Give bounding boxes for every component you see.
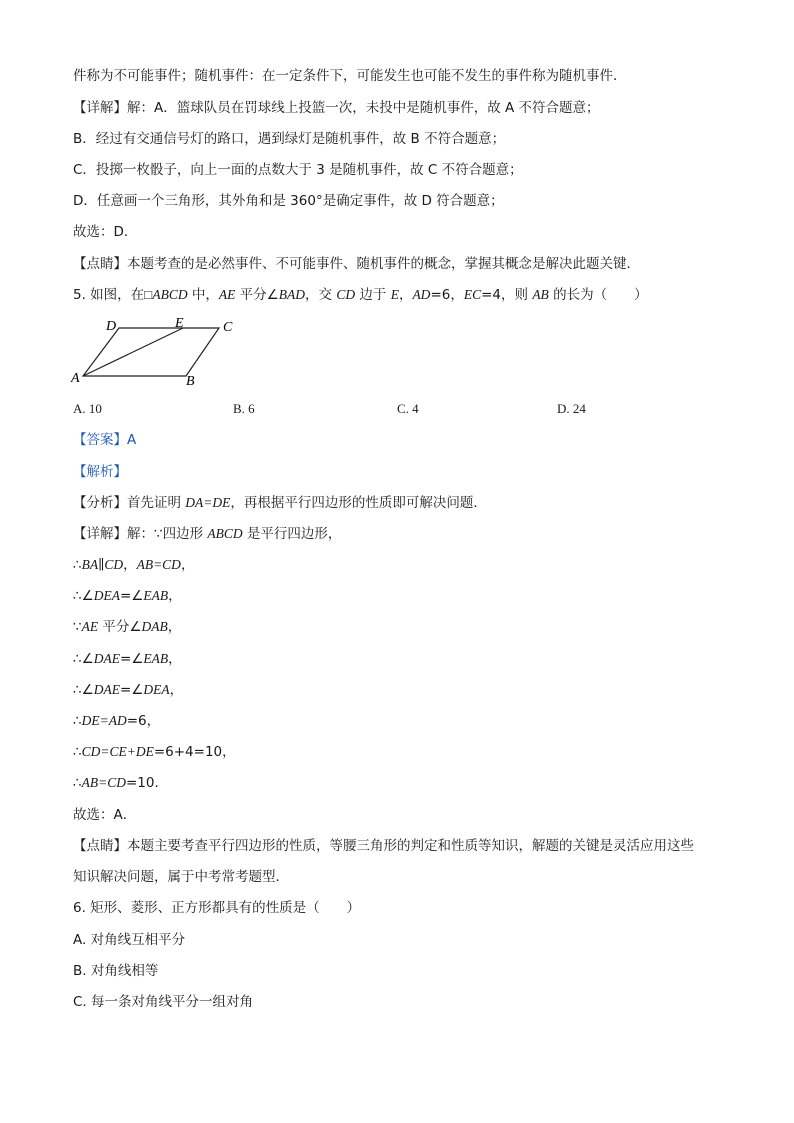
question-5-stem: 5. 如图，在□ABCD 中，AE 平分∠BAD，交 CD 边于 E，AD=6，EC=4，则 AB 的长为（ ）: [73, 287, 648, 303]
comment-line: 知识解决问题，属于中考常考题型．: [73, 869, 289, 885]
label-e: E: [175, 316, 184, 331]
text-line: B．经过有交通信号灯的路口，遇到绿灯是随机事件，故 B 不符合题意；: [73, 131, 506, 147]
analysis-text: 【分析】首先证明 DA=DE，再根据平行四边形的性质即可解决问题．: [73, 495, 487, 511]
q6-option-a: A. 对角线互相平分: [73, 932, 186, 948]
answer-label: 【答案】A: [73, 432, 137, 448]
choice-line: 故选：A．: [73, 807, 137, 823]
q6-option-b: B. 对角线相等: [73, 963, 159, 979]
option-a: A. 10: [73, 401, 102, 416]
proof-step: ∴∠DAE=∠DEA，: [73, 682, 184, 698]
label-a: A: [71, 371, 80, 386]
label-d: D: [106, 319, 117, 334]
proof-step: ∴∠DAE=∠EAB，: [73, 651, 182, 667]
text-line: C．投掷一枚骰子，向上一面的点数大于 3 是随机事件，故 C 不符合题意；: [73, 162, 523, 178]
proof-step: ∴BA∥CD，AB=CD，: [73, 557, 195, 573]
proof-step: ∴DE=AD=6，: [73, 713, 161, 729]
text-line: 故选：D．: [73, 224, 138, 240]
segment-ae: [83, 328, 183, 376]
proof-step: ∴∠DEA=∠EAB，: [73, 588, 182, 604]
option-c: C. 4: [397, 401, 419, 416]
label-b: B: [186, 374, 195, 389]
detail-text: 【详解】解：∵四边形 ABCD 是平行四边形，: [73, 526, 342, 542]
analysis-label: 【解析】: [73, 464, 127, 480]
text-line: D．任意画一个三角形，其外角和是 360°是确定事件，故 D 符合题意；: [73, 193, 504, 209]
proof-step: ∴CD=CE+DE=6+4=10，: [73, 744, 236, 760]
q6-option-c: C. 每一条对角线平分一组对角: [73, 994, 254, 1010]
option-d: D. 24: [557, 401, 586, 416]
text-line: 【详解】解：A．篮球队员在罚球线上投篮一次，未投中是随机事件，故 A 不符合题意；: [73, 100, 600, 116]
text-line: 件称为不可能事件；随机事件：在一定条件下，可能发生也可能不发生的事件称为随机事件．: [73, 68, 627, 84]
question-6-stem: 6. 矩形、菱形、正方形都具有的性质是（ ）: [73, 900, 361, 916]
text-line: 【点睛】本题考查的是必然事件、不可能事件、随机事件的概念，掌握其概念是解决此题关键．: [73, 256, 640, 272]
proof-step: ∵AE 平分∠DAB，: [73, 619, 182, 635]
parallelogram-figure: [66, 312, 256, 392]
proof-step: ∴AB=CD=10．: [73, 775, 168, 791]
label-c: C: [223, 320, 233, 335]
option-b: B. 6: [233, 401, 255, 416]
parallelogram-shape: [83, 328, 219, 376]
comment-line: 【点睛】本题主要考查平行四边形的性质，等腰三角形的判定和性质等知识，解题的关键是灵活应用这些: [73, 838, 694, 854]
